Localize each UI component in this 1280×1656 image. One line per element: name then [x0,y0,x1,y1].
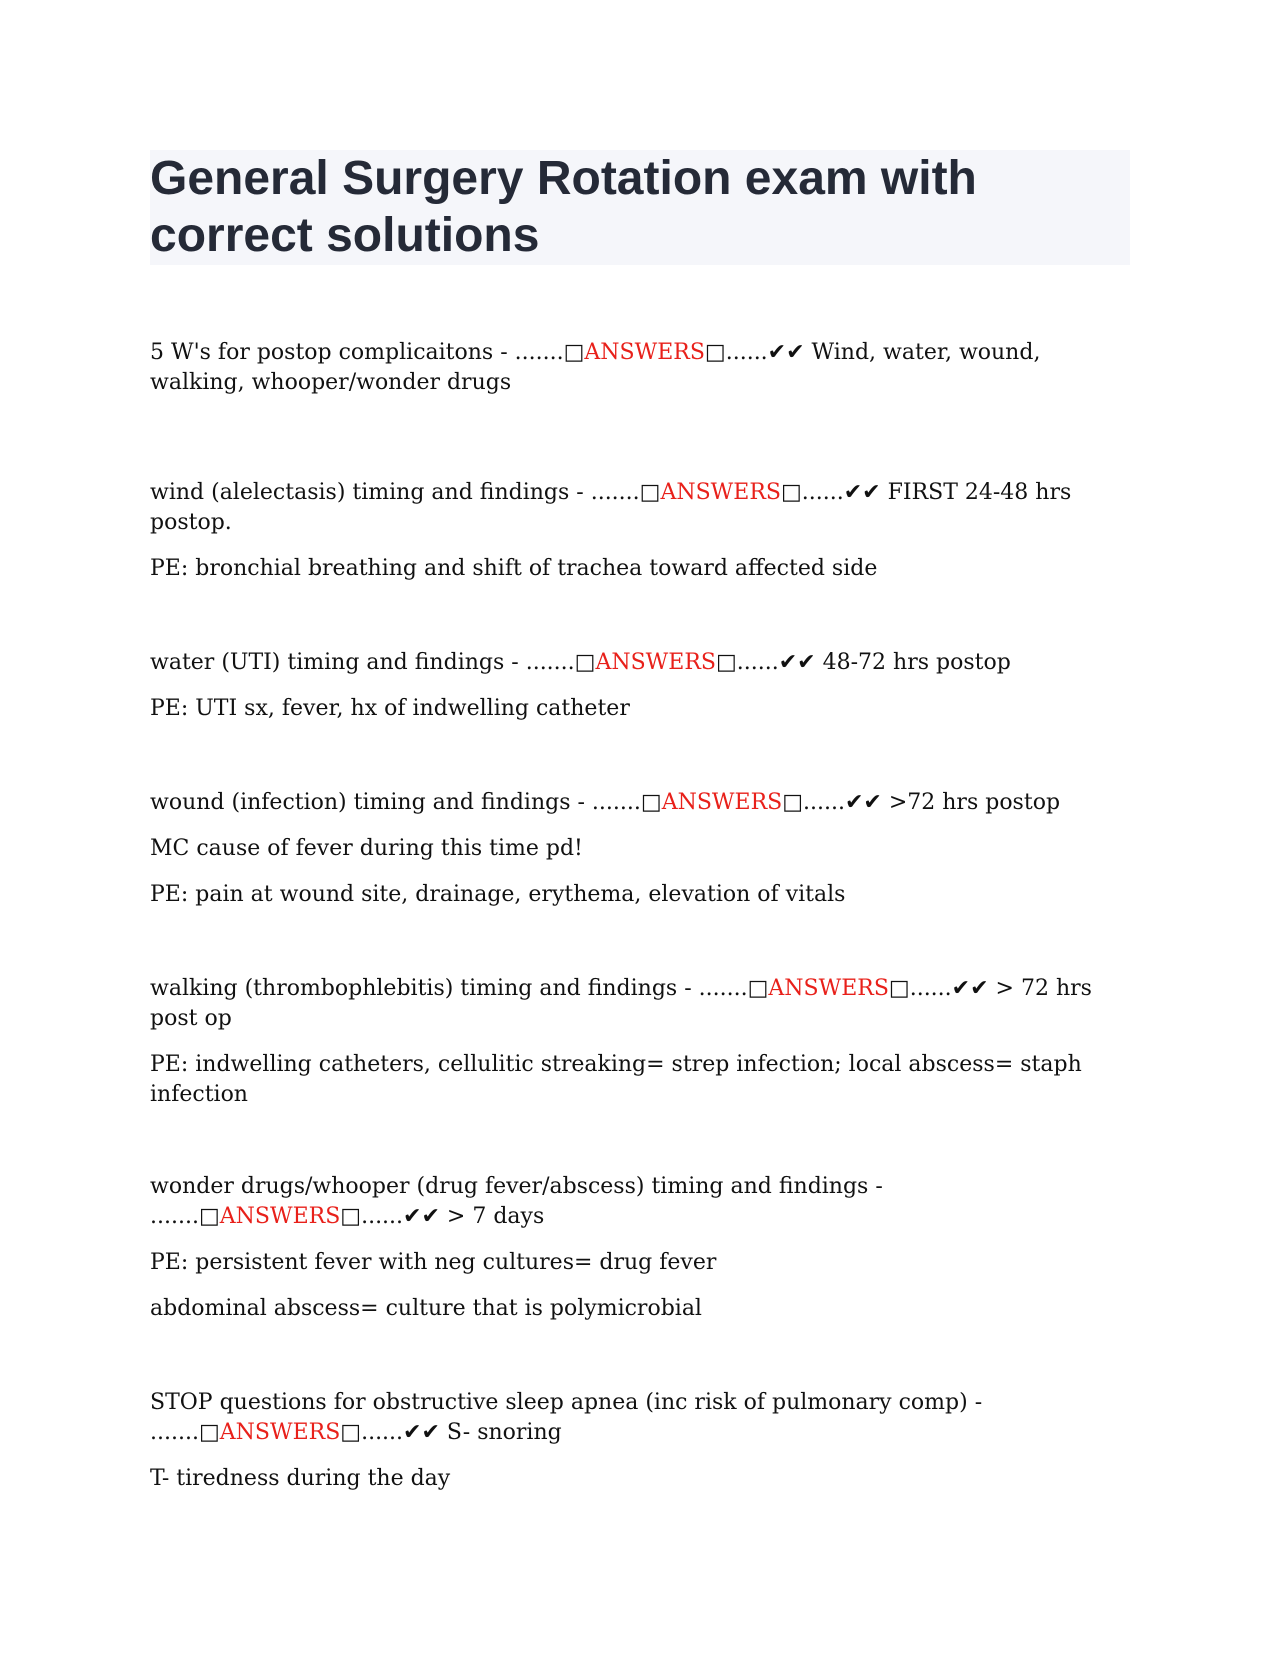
qa-item [150,478,1130,584]
missing-glyph: □ [198,1204,220,1229]
answers-label: ANSWERS [584,340,705,365]
answers-label: ANSWERS [768,976,889,1001]
question-text: 5 W's for postop complicaitons [150,340,494,365]
qa-line [150,788,1130,818]
question-text: wind (alelectasis) timing and findings [150,480,570,505]
separator: ......✔✔ [801,480,888,505]
answer-extra-line: PE: bronchial breathing and shift of trachea toward affected side [150,556,878,581]
title-line-1: General Surgery Rotation exam with [150,152,977,205]
missing-glyph: □ [715,650,737,675]
answer-extra-line: PE: pain at wound site, drainage, erythema, elevation of vitals [150,882,846,907]
separator: - ....... [677,976,748,1001]
answer-extra-line: PE: persistent fever with neg cultures= drug fever [150,1250,717,1275]
missing-glyph: □ [888,976,910,1001]
answer-extra-line: T- tiredness during the day [150,1466,451,1491]
qa-line [150,478,1130,538]
separator: - ....... [493,340,564,365]
missing-glyph: □ [574,650,596,675]
question-text: walking (thrombophlebitis) timing and findings [150,976,678,1001]
separator: ......✔✔ [725,340,812,365]
missing-glyph: □ [563,340,585,365]
answer-text: S- snoring [446,1420,562,1445]
separator: - ....... [570,790,641,815]
answer-extra-line: PE: indwelling catheters, cellulitic streaking= strep infection; local abscess= staph infection [150,1052,1082,1107]
missing-glyph: □ [198,1420,220,1445]
missing-glyph: □ [780,480,802,505]
separator: ......✔✔ [361,1204,447,1229]
title-block [150,150,1130,265]
document-page [150,150,1130,265]
title-line-2: correct solutions [150,209,540,262]
qa-item [150,974,1130,1110]
separator: ......✔✔ [909,976,996,1001]
question-text: wound (infection) timing and findings [150,790,571,815]
separator: ......✔✔ [736,650,823,675]
qa-line [150,974,1130,1034]
missing-glyph: □ [340,1204,362,1229]
question-text: wonder drugs/whooper (drug fever/abscess) timing and findings [150,1174,869,1199]
qa-item [150,788,1130,910]
qa-item [150,1388,1130,1494]
answer-text: 48-72 hrs postop [822,650,1011,675]
question-text: water (UTI) timing and findings [150,650,505,675]
qa-item [150,338,1130,398]
separator: - ....... [504,650,575,675]
document-title [150,150,1130,264]
answer-extra-line: PE: UTI sx, fever, hx of indwelling catheter [150,696,630,721]
separator: ......✔✔ [803,790,889,815]
answers-label: ANSWERS [219,1420,341,1445]
qa-item [150,1172,1130,1324]
separator: - ....... [150,1390,983,1445]
qa-line [150,1388,1130,1448]
separator: - ....... [150,1174,883,1229]
separator: ......✔✔ [361,1420,447,1445]
qa-item [150,648,1130,724]
question-text: STOP questions for obstructive sleep apnea (inc risk of pulmonary comp) [150,1390,968,1415]
answers-label: ANSWERS [661,790,783,815]
answer-text: Wind, water, wound, walking, whooper/wonder drugs [150,340,1041,395]
missing-glyph: □ [782,790,804,815]
missing-glyph: □ [640,790,662,815]
answer-text: > 72 hrs post op [150,976,1092,1031]
missing-glyph: □ [340,1420,362,1445]
missing-glyph: □ [704,340,726,365]
answer-extra-line: abdominal abscess= culture that is polymicrobial [150,1296,702,1321]
answers-label: ANSWERS [660,480,781,505]
separator: - ....... [569,480,640,505]
qa-line [150,648,1130,678]
answers-label: ANSWERS [595,650,716,675]
missing-glyph: □ [639,480,661,505]
answer-text: FIRST 24-48 hrs postop. [150,480,1072,535]
qa-line [150,1172,1130,1232]
answer-extra-line: MC cause of fever during this time pd! [150,836,583,861]
missing-glyph: □ [747,976,769,1001]
answer-text: > 7 days [446,1204,545,1229]
answer-text: >72 hrs postop [888,790,1061,815]
qa-line [150,338,1130,398]
answers-label: ANSWERS [219,1204,341,1229]
